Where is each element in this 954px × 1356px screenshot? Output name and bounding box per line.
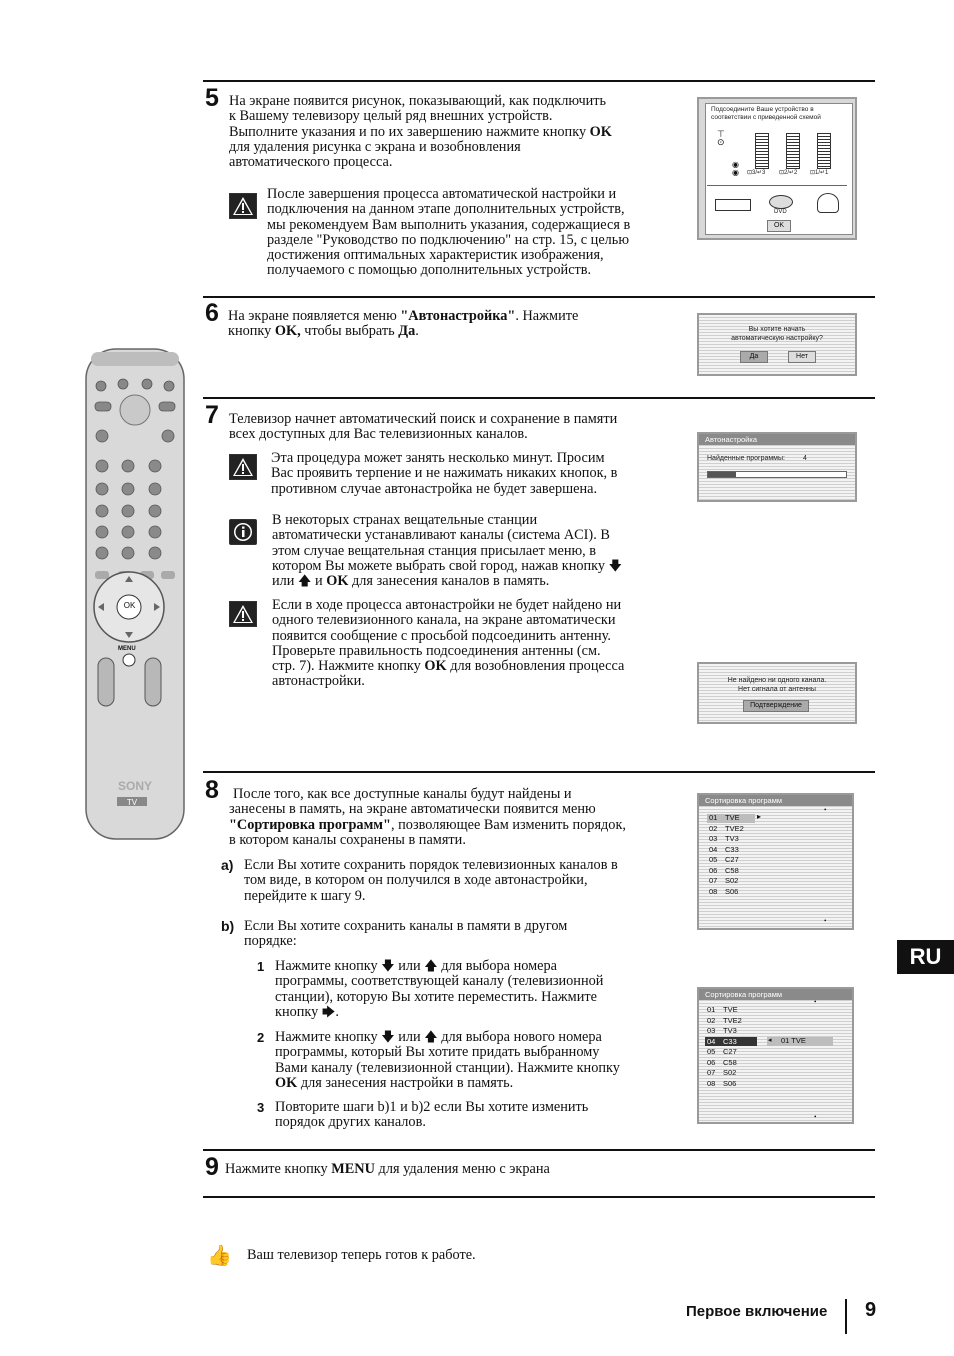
program-number: 03 [707,1026,716,1035]
program-row [707,1068,737,1079]
no-button: Нет [788,351,816,363]
divider [203,397,875,399]
ready-text: Ваш телевизор теперь готов к работе. [247,1247,476,1263]
scart-connector [817,133,831,169]
substep-label: b) [221,918,235,934]
thumbs-up-icon: 👍 [207,1243,232,1267]
step-8-text: После того, как все доступные каналы будут найдены и занесены в память, на экране автоматически появится меню "Сортировка программ", позволяющее Вам изменить порядок, в котором каналы сохранены в памяти. [229,786,626,848]
program-station: TV3 [723,1026,737,1035]
program-row [707,1078,737,1090]
substep-1-text: Нажмите кнопку 🡇 или 🡅 для выбора номера программы, соответствующей каналу (телевизионной станции), которую Вы хотите переместить. Нажмите кнопку 🡆. [275,958,604,1020]
program-number: 07 [709,876,718,885]
program-station: C33 [723,1036,737,1046]
progress-bar [707,471,847,478]
program-row [709,823,744,835]
down-arrow-icon: 🡇 [381,1030,395,1045]
program-row [707,1026,737,1037]
divider [203,1149,875,1151]
remote-tv-label: TV [126,798,138,807]
substep-number: 2 [257,1030,265,1045]
program-number: 06 [707,1057,716,1067]
warning-icon [229,193,257,219]
step-number: 9 [205,1153,219,1181]
step-number: 6 [205,299,219,327]
warning-icon [229,454,257,480]
program-station: TVE2 [725,823,744,833]
down-arrow-icon: 🡇 [381,959,395,974]
step-7-note-2: В некоторых странах вещательные станции автоматически устанавливают каналы (система ACI). В этом случае вещательная станция присылает меню, в котором Вы можете выбрать свой город, нажав кнопку 🡇 или 🡅 и OK для занесения каналов в память. [272,512,623,590]
step-7-text: Телевизор начнет автоматический поиск и сохранение в памяти всех доступных для Вас телевизионных каналов. [229,411,618,443]
program-station: S06 [725,886,739,896]
program-row [707,1047,737,1058]
remote-control-illustration [85,348,185,840]
footer-divider [845,1299,847,1334]
program-row [709,844,739,856]
down-arrow-icon: 🡇 [608,558,623,574]
program-station: S02 [725,876,739,885]
scart-connector [786,133,800,169]
scart-connector [755,133,769,169]
program-station: C33 [725,844,739,854]
program-row [709,886,739,898]
program-number: 05 [709,855,718,864]
yes-button: Да [740,351,768,363]
program-number: 01 [709,813,718,822]
divider [203,80,875,82]
program-number: 07 [707,1068,716,1077]
divider [203,771,875,773]
divider [203,1196,875,1198]
step-7-note-3: Если в ходе процесса автонастройки не будет найдено ни одного телевизионного канала, на экране автоматически появится сообщение с просьбой подсоединить антенну. Проверьте правильность подсоединения антенны (см. стр. 7). Нажмите кнопку OK для возобновления процесса автонастройки. [272,597,625,690]
program-station: TVE2 [723,1015,742,1025]
ok-button: OK [767,220,791,232]
right-arrow-icon: 🡆 [321,1004,336,1020]
program-sort-screen: Сортировка программ • ▸ 01 TVE 02 TVE2 03 TV3 04 C33 05 C27 06 C58 07 S02 08 S06 • [697,793,854,930]
page-number: 9 [865,1299,877,1321]
no-signal-screen: Не найдено ни одного канала. Нет сигнала от антенны Подтверждение [697,662,857,724]
program-sort-screen: Сортировка программ • ◂ 01 TVE 01 TVE 02 TVE2 03 TV3 04 C33 05 C27 06 C58 07 S02 08 S06 • [697,987,854,1124]
program-number: 04 [709,844,718,854]
step-9-text: Нажмите кнопку MENU для удаления меню с экрана [225,1161,550,1177]
step-6-text: На экране появляется меню "Автонастройка". Нажмите кнопку OK, чтобы выбрать Да. [228,308,579,340]
step-5-note: После завершения процесса автоматической настройки и подключения на данном этапе дополнительных устройств, мы рекомендуем Вам выполнить указания, содержащиеся в разделе "Руководство по подключению" на стр. 15, с целью достижения оптимальных характеристик изображения, получаемого с помощью дополнительных устройств. [267,186,631,279]
program-station: TV3 [725,834,739,843]
program-number: 02 [707,1015,716,1025]
language-tab: RU [897,940,954,974]
program-number: 04 [707,1036,716,1046]
substep-3-text: Повторите шаги b)1 и b)2 если Вы хотите изменить порядок других каналов. [275,1099,589,1131]
section-title: Первое включение [686,1303,828,1320]
program-row [709,876,739,887]
step-5-text: На экране появится рисунок, показывающий, как подключить к Вашему телевизору целый ряд внешних устройств. Выполните указания и по их завершению нажмите кнопку OK для удаления рисунка с экрана и возобновления автоматического процесса. [229,93,612,171]
dvd-icon [769,195,793,209]
program-number: 06 [709,865,718,875]
satellite-dish-icon [817,193,839,213]
program-row [709,855,739,866]
program-station: TVE [725,813,740,822]
remote-ok-label: OK [123,601,136,610]
program-station: S02 [723,1068,737,1077]
vcr-icon [715,199,751,211]
program-number: 03 [709,834,718,843]
program-station: C27 [725,855,739,864]
av-jacks-icon: ◉ ◉ [732,160,739,177]
autotune-progress-screen: Автонастройка Найденные программы: 4 [697,432,857,502]
substep-b-text: Если Вы хотите сохранить каналы в памяти в другом порядке: [244,918,568,950]
program-station: C58 [725,865,739,875]
moving-program: 01 TVE [781,1036,806,1045]
step-number: 5 [205,84,219,112]
up-arrow-icon: 🡅 [298,574,312,590]
remote-menu-label: MENU [118,646,136,652]
program-number: 01 [707,1005,716,1014]
confirm-button: Подтверждение [743,700,809,712]
autotune-question-screen: Вы хотите начать автоматическую настройку? Да Нет [697,313,857,376]
program-row [709,813,740,824]
program-station: S06 [723,1078,737,1088]
info-icon [229,519,257,545]
divider [203,296,875,298]
antenna-icon: ⊤ ⊙ [717,130,725,148]
program-station: C27 [723,1047,737,1056]
program-number: 08 [707,1078,716,1088]
step-number: 8 [205,776,219,804]
program-row [707,1057,737,1069]
substep-2-text: Нажмите кнопку 🡇 или 🡅 для выбора нового номера программы, который Вы хотите придать выбранному Вами каналу (телевизионной станции). Нажмите кнопку OK для занесения настройки в память. [275,1029,620,1091]
program-station: TVE [723,1005,738,1014]
program-number: 05 [707,1047,716,1056]
remote-brand: SONY [117,779,153,793]
step-7-note-1: Эта процедура может занять несколько минут. Просим Вас проявить терпение и не нажимать никаких кнопок, в противном случае автонастройка не будет завершена. [271,450,618,497]
program-row [707,1015,742,1027]
step-number: 7 [205,401,219,429]
program-number: 08 [709,886,718,896]
program-number: 02 [709,823,718,833]
program-station: C58 [723,1057,737,1067]
warning-icon [229,601,257,627]
connection-screen: Подсоедините Ваше устройство в соответствии с приведенной схемой ⊤ ⊙ ◉ ◉ ⊡3/↵3 ⊡2/↵2 ⊡1/↵1 DVD OK [697,97,857,240]
substep-a-text: Если Вы хотите сохранить порядок телевизионных каналов в том виде, в котором он получился в ходе автонастройки, перейдите к шагу 9. [244,857,618,904]
program-row [709,834,739,845]
up-arrow-icon: 🡅 [424,959,438,974]
program-row [707,1005,738,1016]
substep-number: 3 [257,1100,265,1115]
substep-label: a) [221,857,234,873]
substep-number: 1 [257,959,265,974]
program-row [707,1036,737,1048]
up-arrow-icon: 🡅 [424,1030,438,1045]
program-row [709,865,739,877]
